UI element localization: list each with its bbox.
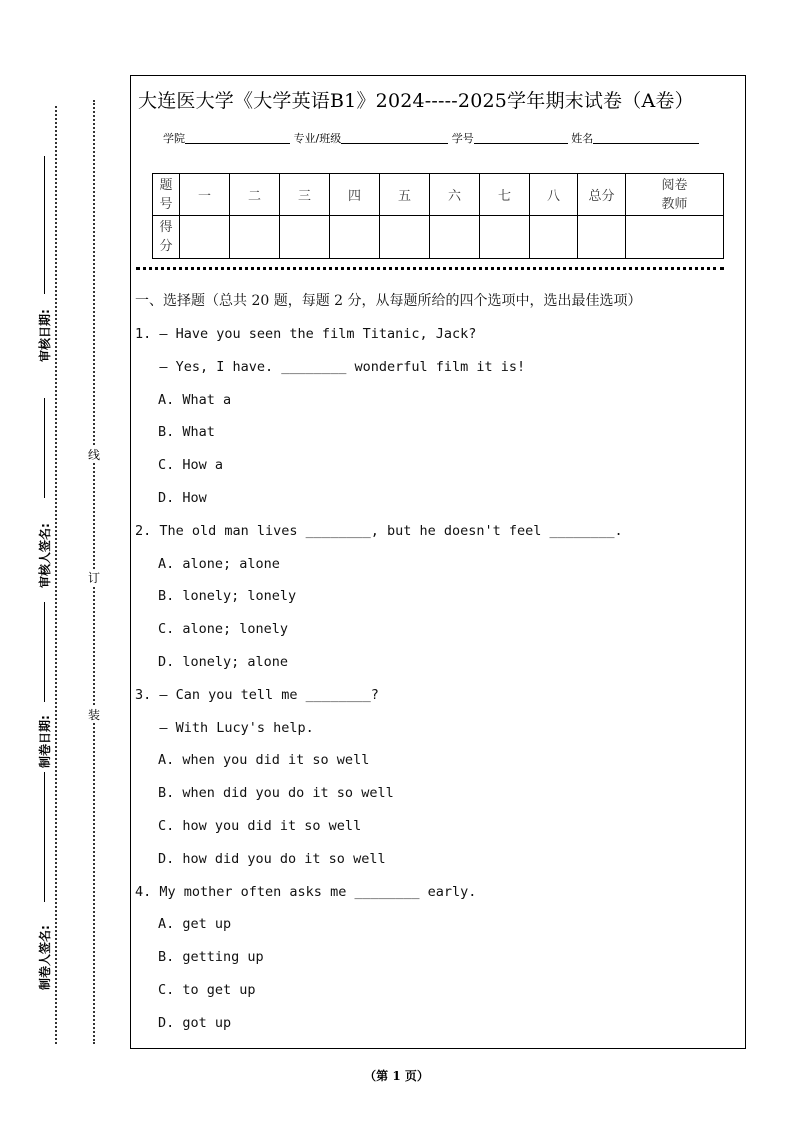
score-cell-2[interactable] <box>230 216 280 259</box>
score-cell-8[interactable] <box>530 216 578 259</box>
option-d: D. how did you do it so well <box>158 850 386 867</box>
question-line: — Yes, I have. ________ wonderful film it is! <box>135 358 526 375</box>
col-2: 二 <box>230 174 280 216</box>
question-line: 3. — Can you tell me ________? <box>135 686 379 703</box>
option-a: A. get up <box>158 916 232 933</box>
question-4 <box>135 881 735 1045</box>
binding-char-xian: 线 <box>87 448 100 462</box>
score-head: 得 分 <box>153 216 180 259</box>
option-c: C. How a <box>158 457 224 474</box>
college-blank[interactable] <box>185 132 290 144</box>
question-line: 1. — Have you seen the film Titanic, Jack? <box>135 326 477 342</box>
col-4: 四 <box>330 174 380 216</box>
prepare-date-label: 制卷日期: <box>38 715 52 768</box>
score-cell-6[interactable] <box>430 216 480 259</box>
major-class-label: 专业/班级 <box>293 132 342 145</box>
option-b: B. What <box>158 424 215 441</box>
option-c: C. how you did it so well <box>158 817 362 834</box>
student-info-line <box>163 130 699 146</box>
question-3 <box>135 684 735 881</box>
col-3: 三 <box>280 174 330 216</box>
col-total: 总分 <box>578 174 626 216</box>
score-cell-7[interactable] <box>480 216 530 259</box>
question-line: 4. My mother often asks me ________ early. <box>135 883 477 900</box>
reviewer-head: 阅卷 教师 <box>626 174 724 216</box>
option-a: A. when you did it so well <box>158 752 370 769</box>
option-b: B. getting up <box>158 949 264 966</box>
question-line: — With Lucy's help. <box>135 719 314 736</box>
name-blank[interactable] <box>593 132 699 144</box>
score-cell-5[interactable] <box>380 216 430 259</box>
exam-title: 大连医大学《大学英语B1》2024-----2025学年期末试卷（A卷） <box>138 90 694 112</box>
score-table-score-row <box>153 216 724 259</box>
score-cell-total[interactable] <box>578 216 626 259</box>
preparer-signature-line[interactable] <box>44 772 45 902</box>
score-cell-4[interactable] <box>330 216 380 259</box>
score-cell-reviewer[interactable] <box>626 216 724 259</box>
header-separator <box>136 267 724 270</box>
question-2 <box>135 520 735 684</box>
option-c: C. to get up <box>158 981 256 998</box>
col-8: 八 <box>530 174 578 216</box>
option-d: D. lonely; alone <box>158 653 289 670</box>
name-label: 姓名 <box>571 132 594 145</box>
option-c: C. alone; lonely <box>158 621 289 638</box>
option-a: A. alone; alone <box>158 555 280 572</box>
score-table <box>152 173 724 259</box>
col-7: 七 <box>480 174 530 216</box>
reviewer-signature-label: 审核人签名: <box>38 523 52 588</box>
section-heading: 一、选择题（总共 20 题，每题 2 分，从每题所给的四个选项中，选出最佳选项） <box>135 293 642 309</box>
option-b: B. lonely; lonely <box>158 588 297 605</box>
option-b: B. when did you do it so well <box>158 785 394 802</box>
option-a: A. What a <box>158 391 232 408</box>
col-5: 五 <box>380 174 430 216</box>
score-cell-1[interactable] <box>180 216 230 259</box>
reviewer-signature-line[interactable] <box>44 398 45 498</box>
question-line: 2. The old man lives ________, but he doesn't feel ________. <box>135 522 623 539</box>
score-cell-3[interactable] <box>280 216 330 259</box>
page-number: （第 1 页） <box>364 1069 429 1083</box>
prepare-date-line[interactable] <box>44 602 45 702</box>
review-date-label: 审核日期: <box>38 309 52 362</box>
option-d: D. How <box>158 489 207 506</box>
preparer-signature-label: 制卷人签名: <box>38 925 52 990</box>
question-number-head: 题 号 <box>153 174 180 216</box>
questions-section <box>135 290 735 1045</box>
binding-char-zhuang: 装 <box>87 708 100 722</box>
col-1: 一 <box>180 174 230 216</box>
binding-dotted-line-outer <box>55 106 57 1044</box>
college-label: 学院 <box>163 132 185 145</box>
student-id-blank[interactable] <box>474 132 568 144</box>
review-date-line[interactable] <box>44 156 45 294</box>
question-1 <box>135 323 735 520</box>
option-d: D. got up <box>158 1014 232 1031</box>
student-id-label: 学号 <box>451 132 474 145</box>
major-class-blank[interactable] <box>341 132 448 144</box>
col-6: 六 <box>430 174 480 216</box>
score-table-header-row <box>153 174 724 216</box>
binding-char-ding: 订 <box>87 571 100 585</box>
